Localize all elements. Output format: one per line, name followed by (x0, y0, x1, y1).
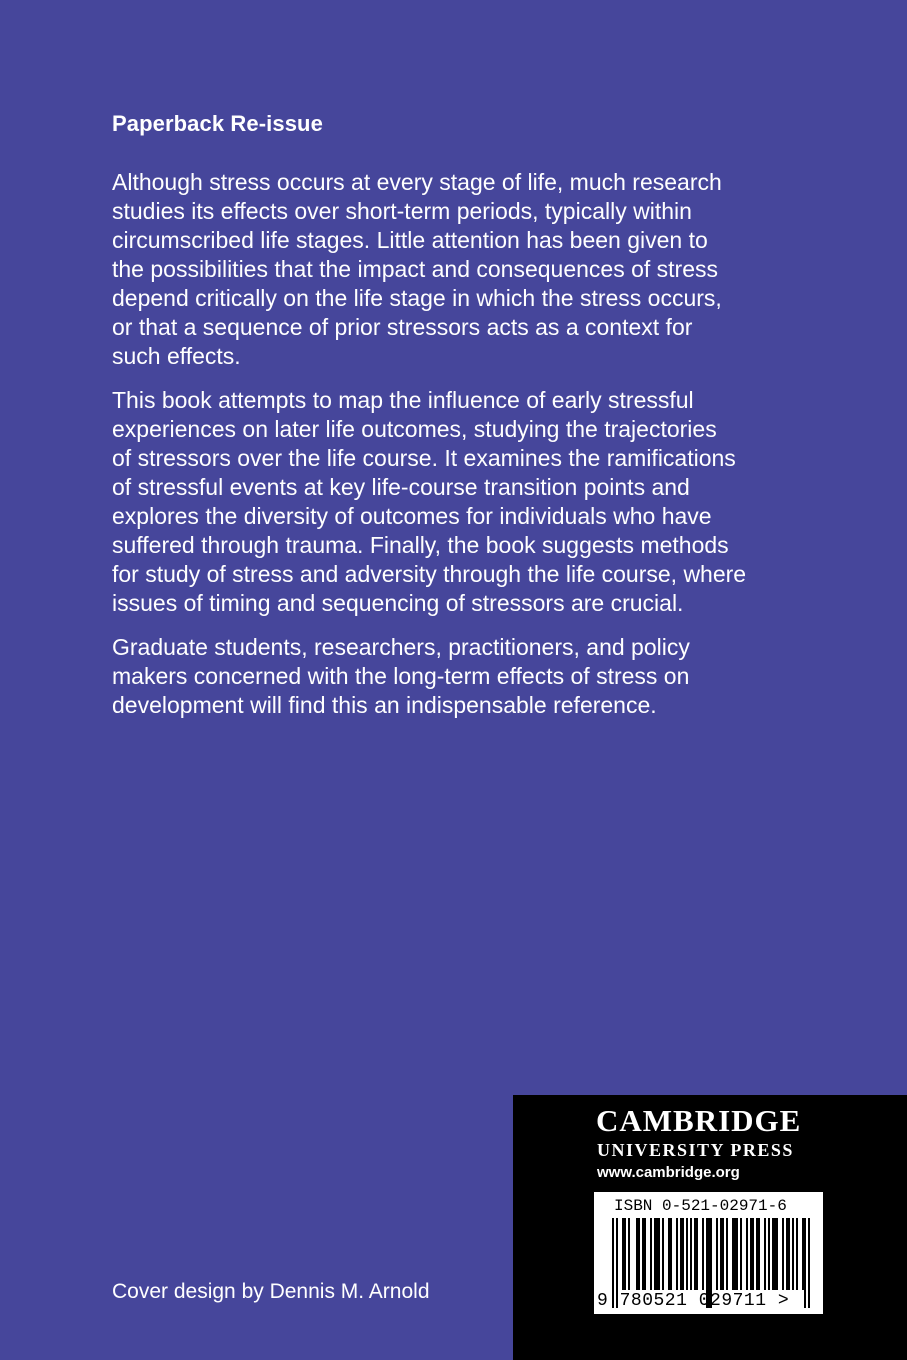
blurb-line: suffered through trauma. Finally, the book suggests methods (112, 532, 729, 558)
barcode-bar (756, 1218, 758, 1290)
barcode-bar (668, 1218, 670, 1290)
barcode-bar (752, 1218, 754, 1290)
barcode-bar (732, 1218, 734, 1290)
edition-label: Paperback Re-issue (112, 111, 323, 136)
barcode-bar (662, 1218, 664, 1290)
publisher-name: CAMBRIDGE (596, 1103, 802, 1138)
barcode-bar (750, 1218, 752, 1290)
barcode-bar (644, 1218, 646, 1290)
barcode-bar (734, 1218, 736, 1290)
blurb-line: for study of stress and adversity through the life course, where (112, 561, 747, 587)
blurb-line: studies its effects over short-term periods, typically within (112, 198, 692, 224)
barcode-bar (680, 1218, 682, 1290)
barcode-bar (690, 1218, 692, 1290)
barcode-bar (654, 1218, 656, 1290)
barcode-bar (776, 1218, 778, 1290)
barcode-bar (796, 1218, 798, 1290)
blurb-line: development will find this an indispensable reference. (112, 692, 657, 718)
barcode-bar (740, 1218, 742, 1290)
barcode-digits: 9 780521 029711 > (597, 1291, 790, 1311)
blurb-line: Graduate students, researchers, practitioners, and policy (112, 634, 690, 660)
barcode-bar (628, 1218, 630, 1290)
barcode-bar (642, 1218, 644, 1290)
barcode-bar (774, 1218, 776, 1290)
publisher-subtitle: UNIVERSITY PRESS (597, 1140, 794, 1160)
barcode-bar (802, 1218, 804, 1290)
barcode-bar (638, 1218, 640, 1290)
barcode-bar (670, 1218, 672, 1290)
barcode-bar (636, 1218, 638, 1290)
barcode-bar (696, 1218, 698, 1290)
blurb-line: This book attempts to map the influence of early stressful (112, 387, 694, 413)
isbn-label: ISBN 0-521-02971-6 (614, 1197, 787, 1215)
blurb-line: makers concerned with the long-term effects of stress on (112, 663, 690, 689)
barcode-bar (808, 1218, 810, 1308)
blurb (112, 168, 812, 735)
barcode-bar (788, 1218, 790, 1290)
blurb-line: the possibilities that the impact and consequences of stress (112, 256, 719, 282)
blurb-line: depend critically on the life stage in which the stress occurs, (112, 285, 722, 311)
blurb-line: explores the diversity of outcomes for individuals who have (112, 503, 712, 529)
cover-design-credit: Cover design by Dennis M. Arnold (112, 1280, 430, 1303)
barcode-bar (622, 1218, 624, 1290)
blurb-paragraph-3 (112, 633, 812, 720)
publisher-url: www.cambridge.org (597, 1164, 740, 1181)
blurb-line: Although stress occurs at every stage of life, much research (112, 169, 722, 195)
barcode-bar (682, 1218, 684, 1290)
barcode-panel (594, 1192, 823, 1314)
barcode-bar (736, 1218, 738, 1290)
barcode-bar (702, 1218, 704, 1290)
barcode-bar (772, 1218, 774, 1290)
barcode-bar (786, 1218, 788, 1290)
barcode-bar (792, 1218, 794, 1290)
blurb-paragraph-1 (112, 168, 812, 371)
barcode-bar (768, 1218, 770, 1290)
barcode-bar (804, 1218, 806, 1308)
barcode-bar (746, 1218, 748, 1290)
barcode-bar (694, 1218, 696, 1290)
barcode-bar (658, 1218, 660, 1290)
blurb-line: of stressors over the life course. It examines the ramifications (112, 445, 736, 471)
barcode-bar (686, 1218, 688, 1290)
publisher-box (513, 1095, 907, 1360)
barcode-bar (716, 1218, 718, 1290)
blurb-line: of stressful events at key life-course transition points and (112, 474, 690, 500)
barcode-bar (624, 1218, 626, 1290)
barcode-bar (758, 1218, 760, 1290)
barcode-bar (650, 1218, 652, 1290)
barcode-bar (676, 1218, 678, 1290)
barcode-bar (720, 1218, 722, 1290)
barcode-bar (656, 1218, 658, 1290)
blurb-line: issues of timing and sequencing of stressors are crucial. (112, 590, 684, 616)
blurb-line: circumscribed life stages. Little attention has been given to (112, 227, 708, 253)
blurb-line: such effects. (112, 343, 241, 369)
blurb-paragraph-2 (112, 386, 812, 618)
barcode-bar (722, 1218, 724, 1290)
barcode-bar (764, 1218, 766, 1290)
barcode-bar (726, 1218, 728, 1290)
blurb-line: or that a sequence of prior stressors acts as a context for (112, 314, 693, 340)
barcode-bar (782, 1218, 784, 1290)
blurb-line: experiences on later life outcomes, studying the trajectories (112, 416, 717, 442)
